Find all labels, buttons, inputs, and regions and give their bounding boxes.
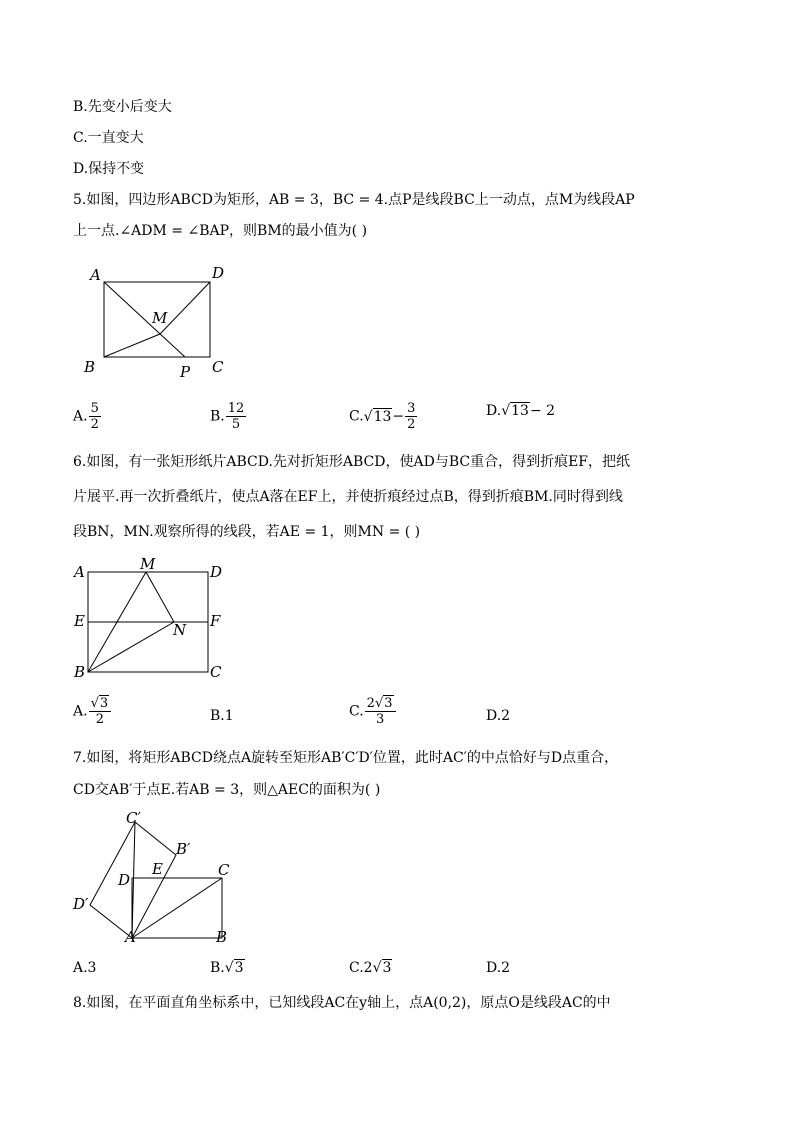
question-7-text-line2: CD交AB′于点E.若AB = 3，则△AEC的面积为( ): [73, 782, 381, 798]
question-6-text-line1: 6.如图，有一张矩形纸片ABCD.先对折矩形ABCD，使AD与BC重合，得到折痕EF，把纸: [73, 454, 631, 470]
label-c: C: [218, 861, 230, 879]
q5-option-b: B. $\frac{12}{5}$: [210, 401, 245, 432]
label-b: B: [74, 663, 86, 681]
question-5-figure: [80, 260, 240, 385]
label-e: E: [152, 860, 163, 878]
q7-option-d: D.2: [486, 960, 511, 976]
question-6-text-line3: 段BN，MN.观察所得的线段，若AE = 1，则MN = ( ): [73, 524, 421, 540]
label-m: M: [140, 555, 156, 573]
label-b: B: [216, 928, 228, 946]
q5-option-c: C.√13− $\frac{3}{2}$: [349, 401, 416, 432]
label-e: E: [74, 612, 85, 630]
q5-option-a: A. $\frac{5}{2}$: [73, 401, 99, 432]
option-c-prev: C.一直变大: [73, 130, 144, 146]
label-a: A: [74, 563, 85, 581]
q6-option-a: A. $\frac{√3}{2}$: [73, 696, 112, 727]
question-7-text-line1: 7.如图，将矩形ABCD绕点A旋转至矩形AB′C′D′位置，此时AC′的中点恰好与D点重合，: [73, 750, 619, 766]
q6-option-c: C. $\frac{2√3}{3}$: [349, 696, 397, 727]
label-m: M: [152, 309, 168, 327]
label-c-prime: C′: [126, 809, 141, 827]
question-5-text-line1: 5.如图，四边形ABCD为矩形，AB = 3，BC = 4.点P是线段BC上一动点，点M为线段AP: [73, 192, 635, 208]
label-d: D: [118, 871, 131, 889]
label-c: C: [212, 358, 224, 376]
option-b-prev: B.先变小后变大: [73, 99, 172, 115]
q7-option-c: C.2√3: [349, 960, 392, 976]
option-d-prev: D.保持不变: [73, 161, 145, 177]
label-d: D: [210, 563, 223, 581]
q5-option-d: D.√13− 2: [486, 403, 556, 419]
label-f: F: [210, 612, 221, 630]
segment-bn: [88, 622, 174, 672]
question-6-text-line2: 片展平.再一次折叠纸片，使点A落在EF上，并使折痕经过点B，得到折痕BM.同时得到线: [73, 489, 623, 505]
question-5-text-line2: 上一点.∠ADM = ∠BAP，则BM的最小值为( ): [73, 223, 368, 239]
label-c: C: [210, 663, 222, 681]
segment-mn: [146, 572, 174, 622]
segment-ap: [104, 282, 185, 357]
label-d: D: [212, 264, 225, 282]
question-6-figure: [70, 555, 240, 685]
label-a: A: [90, 266, 101, 284]
label-b: B: [84, 358, 96, 376]
q6-option-b: B.1: [210, 708, 234, 724]
label-d-prime: D′: [73, 895, 89, 913]
segment-bm: [104, 334, 160, 357]
q7-option-b: B.√3: [210, 960, 244, 976]
label-a: A: [125, 928, 136, 946]
q6-option-d: D.2: [486, 708, 511, 724]
label-p: P: [180, 363, 191, 381]
question-7-figure: [68, 808, 243, 948]
label-n: N: [173, 621, 187, 639]
diagonal-ac: [132, 878, 222, 938]
q7-option-a: A.3: [73, 960, 97, 976]
segment-dm: [160, 282, 210, 334]
question-8-text-line1: 8.如图，在平面直角坐标系中，已知线段AC在y轴上，点A(0,2)，原点O是线段AC的中: [73, 995, 611, 1011]
label-b-prime: B′: [176, 840, 191, 858]
